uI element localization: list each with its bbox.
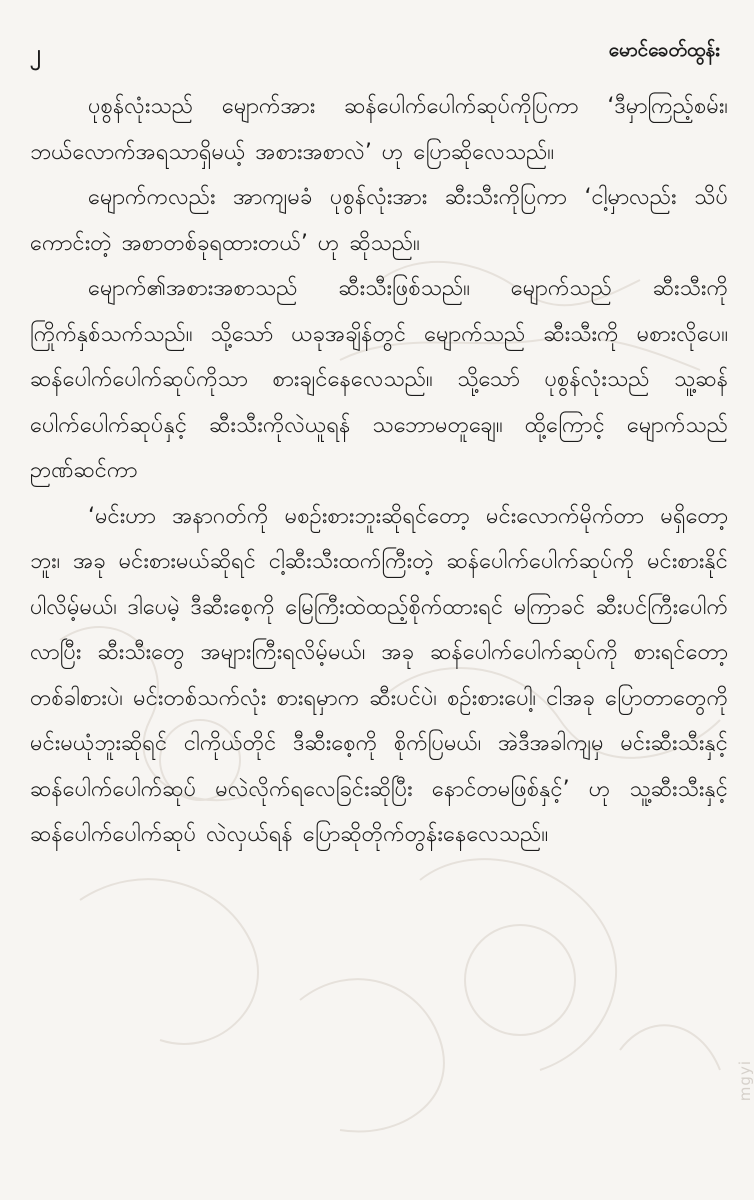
- page-header: [28, 38, 720, 68]
- page-number: ၂: [30, 41, 41, 66]
- paragraph: ပုစွန်လုံးသည် မျောက်အား ဆန်ပေါက်ပေါက်ဆုပ်ကိုပြကာ ‘ဒီမှာကြည့်စမ်း၊ ဘယ်လောက်အရသာရှိမယ့် အစားအစာလဲ’ ဟု ပြောဆိုလေသည်။: [30, 94, 728, 165]
- body-text: [30, 84, 728, 858]
- paragraph: မျောက်ကလည်း အာကျမခံ ပုစွန်လုံးအား ဆီးသီးကိုပြကာ ‘ငါ့မှာလည်း သိပ်ကောင်းတဲ့ အစာတစ်ခုရထားတယ်’ ဟု ဆိုသည်။: [30, 185, 728, 256]
- paragraph: မျောက်၏အစားအစာသည် ဆီးသီးဖြစ်သည်။ မျောက်သည် ဆီးသီးကို ကြိုက်နှစ်သက်သည်။ သို့သော် ယခုအချိန်တွင် မျောက်သည် ဆီးသီးကို မစားလိုပေ။ ဆန်ပေါက်ပေါက်ဆုပ်ကိုသာ စားချင်နေလေသည်။ သို့သော် ပုစွန်လုံးသည် သူ့ဆန်ပေါက်ပေါက်ဆုပ်နှင့် ဆီးသီးကိုလဲယူရန် သဘောမတူချေ။ ထို့ကြောင့် မျောက်သည် ဉာဏ်ဆင်ကာ: [30, 276, 728, 483]
- paragraph: ‘မင်းဟာ အနာဂတ်ကို မစဉ်းစားဘူးဆိုရင်တော့ မင်းလောက်မိုက်တာ မရှိတော့ဘူး၊ အခု မင်းစားမယ်ဆိုရင် ငါ့ဆီးသီးထက်ကြီးတဲ့ ဆန်ပေါက်ပေါက်ဆုပ်ကို မင်းစားနိုင်ပါလိမ့်မယ်၊ ဒါပေမဲ့ ဒီဆီးစေ့ကို မြေကြီးထဲထည့်စိုက်ထားရင် မကြာခင် ဆီးပင်ကြီးပေါက်လာပြီး ဆီးသီးတွေ အများကြီးရလိမ့်မယ်၊ အခု ဆန်ပေါက်ပေါက်ဆုပ်ကို စားရင်တော့ တစ်ခါစားပဲ၊ မင်းတစ်သက်လုံး စားရမှာက ဆီးပင်ပဲ၊ စဉ်းစားပေါ့၊ ငါအခု ပြောတာတွေကို မင်းမယုံဘူးဆိုရင် ငါကိုယ်တိုင် ဒီဆီးစေ့ကို စိုက်ပြမယ်၊ အဲဒီအခါကျမှ မင်းဆီးသီးနှင့် ဆန်ပေါက်ပေါက်ဆုပ် မလဲလိုက်ရလေခြင်းဆိုပြီး နောင်တမဖြစ်နှင့်’ ဟု သူ့ဆီးသီးနှင့် ဆန်ပေါက်ပေါက်ဆုပ် လဲလှယ်ရန် ပြောဆိုတိုက်တွန်းနေလေသည်။: [30, 503, 728, 847]
- running-title: မောင်ခေတ်ထွန်း: [608, 39, 720, 61]
- watermark-text: mgyi: [736, 1060, 754, 1102]
